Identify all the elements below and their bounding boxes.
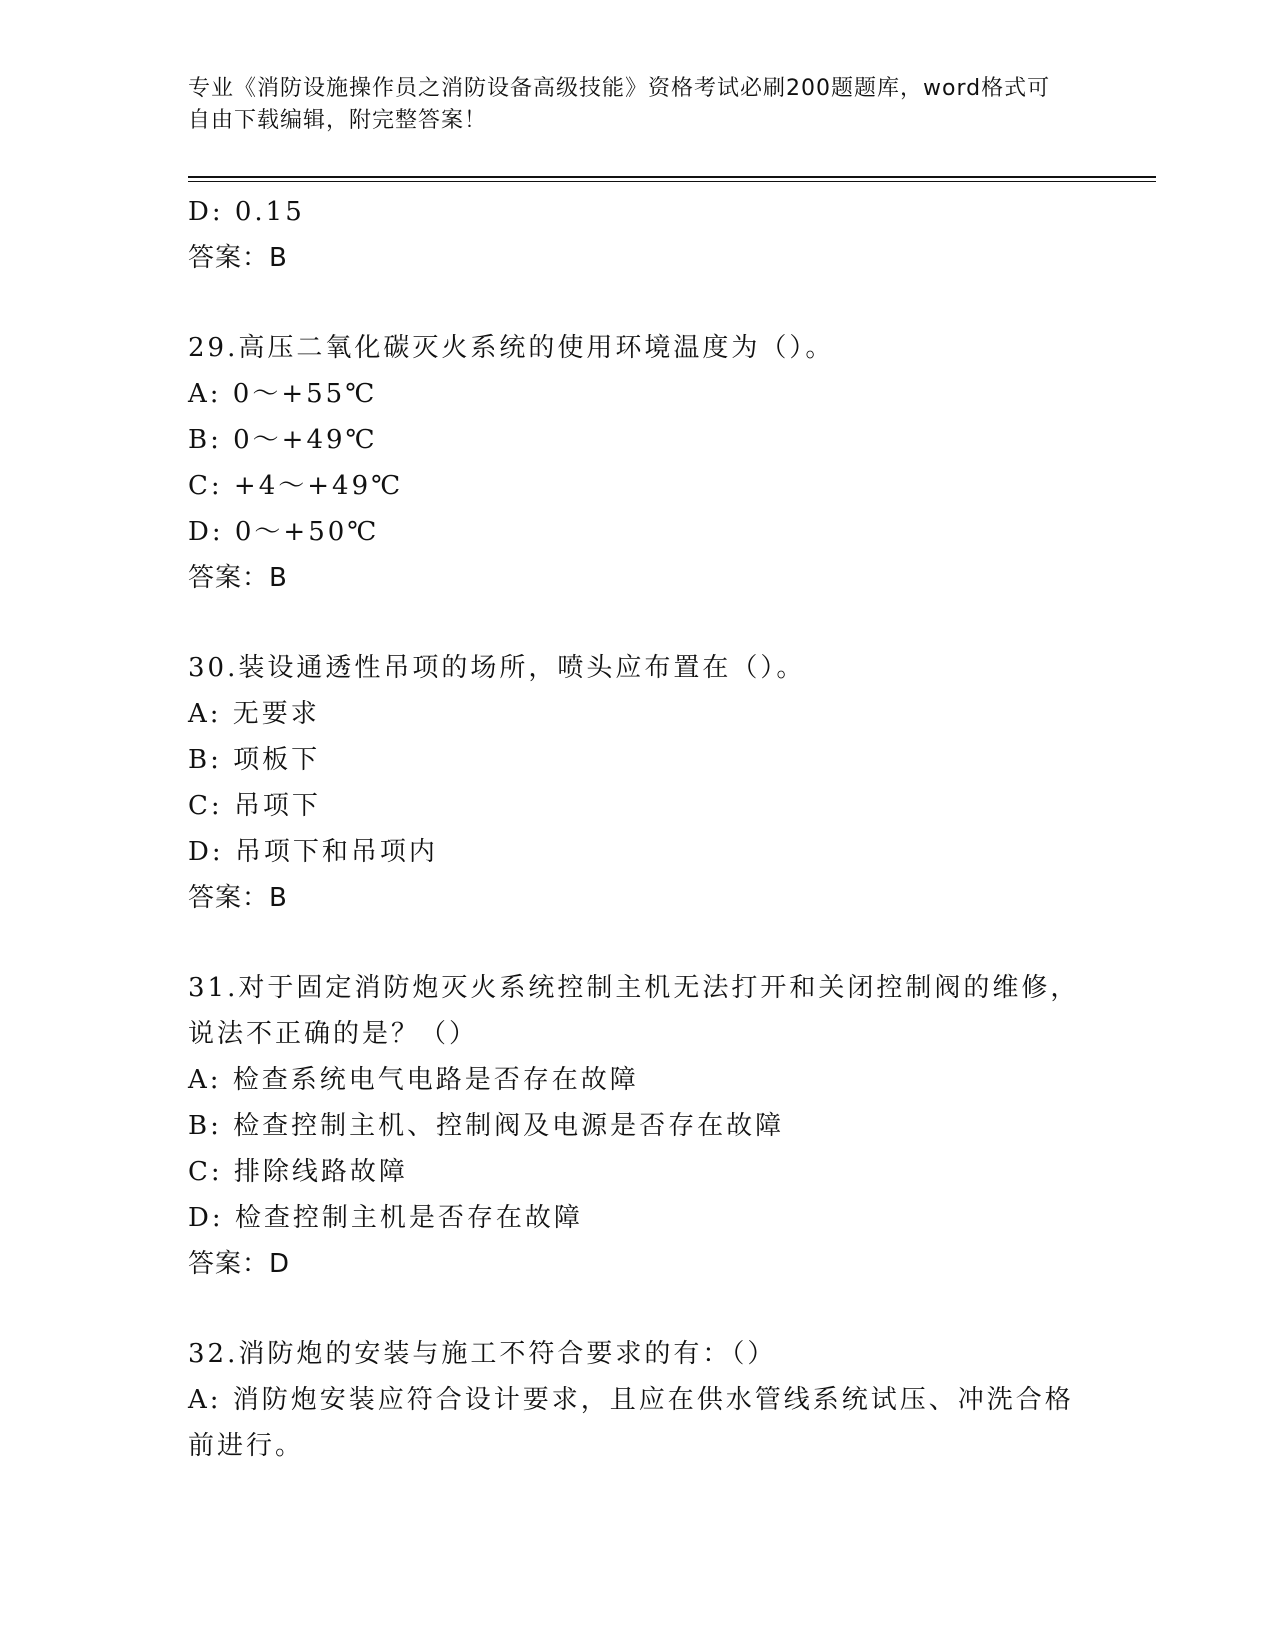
option-b: B: 检查控制主机、控制阀及电源是否存在故障 (188, 1111, 785, 1141)
question-block-28 (188, 189, 1088, 281)
spacer (188, 1287, 1088, 1331)
question-block-31 (188, 965, 1088, 1287)
option-b: B: 项板下 (188, 745, 321, 775)
spacer (188, 601, 1088, 645)
option-a: A: 无要求 (188, 699, 320, 729)
option-a: A: 0～+55℃ (188, 379, 378, 409)
option-a: A: 检查系统电气电路是否存在故障 (188, 1065, 639, 1095)
answer-label: 答案：B (188, 563, 288, 593)
question-text: 29.高压二氧化碳灭火系统的使用环境温度为（）。 (188, 333, 835, 363)
option-c: C: +4～+49℃ (188, 471, 404, 501)
option-b: B: 0～+49℃ (188, 425, 378, 455)
answer-label: 答案：B (188, 883, 288, 913)
question-block-30 (188, 645, 1088, 921)
header-divider-thick (188, 176, 1156, 178)
question-text: 30.装设通透性吊项的场所，喷头应布置在（）。 (188, 653, 806, 683)
question-block-32 (188, 1331, 1088, 1469)
spacer (188, 921, 1088, 965)
option-d: D: 0.15 (188, 197, 305, 227)
question-block-29 (188, 325, 1088, 601)
spacer (188, 281, 1088, 325)
answer-label: 答案：B (188, 243, 288, 273)
question-text: 32.消防炮的安装与施工不符合要求的有：（） (188, 1339, 777, 1369)
question-text: 31.对于固定消防炮灭火系统控制主机无法打开和关闭控制阀的维修，说法不正确的是？（） (188, 973, 1080, 1049)
header-divider-thin (188, 181, 1156, 182)
option-d: D: 0～+50℃ (188, 517, 380, 547)
document-header: 专业《消防设施操作员之消防设备高级技能》资格考试必刷200题题库，word格式可自由下载编辑，附完整答案！ (188, 76, 1051, 133)
answer-label: 答案：D (188, 1249, 291, 1279)
option-d: D: 吊项下和吊项内 (188, 837, 438, 867)
question-list (188, 189, 1088, 1469)
option-a: A: 消防炮安装应符合设计要求，且应在供水管线系统试压、冲洗合格前进行。 (188, 1385, 1074, 1461)
option-d: D: 检查控制主机是否存在故障 (188, 1203, 583, 1233)
option-c: C: 吊项下 (188, 791, 321, 821)
option-c: C: 排除线路故障 (188, 1157, 408, 1187)
